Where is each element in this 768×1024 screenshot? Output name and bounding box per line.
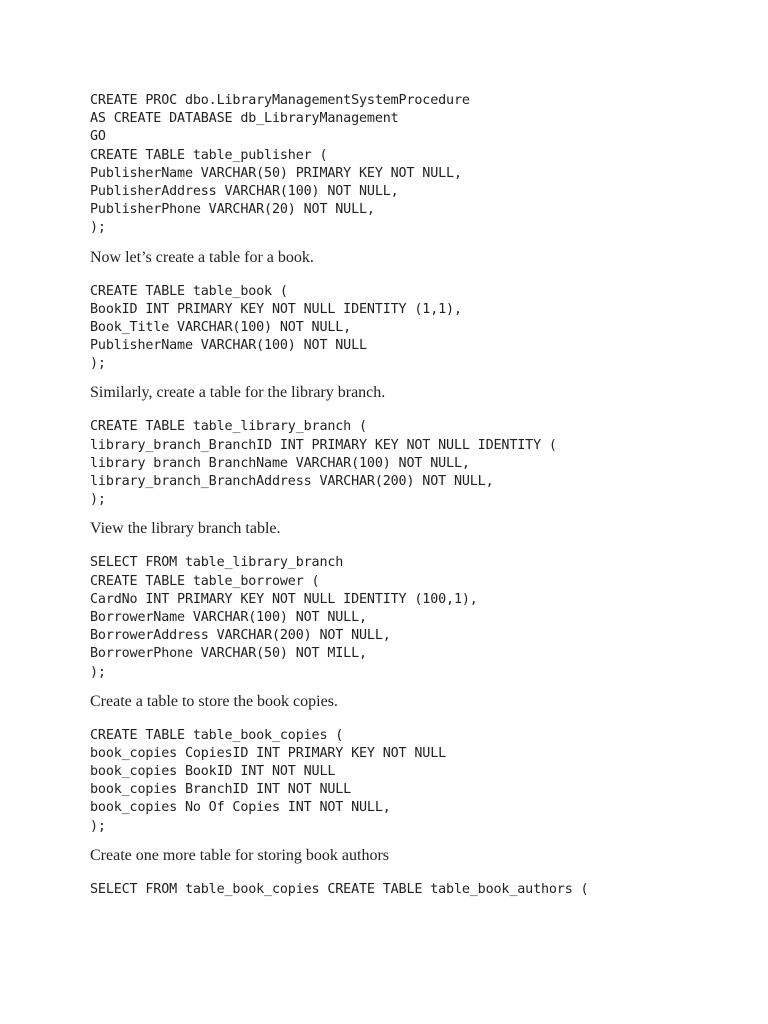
code-line: library_branch_BranchAddress VARCHAR(200) NOT NULL, (90, 474, 494, 489)
code-line: CardNo INT PRIMARY KEY NOT NULL IDENTITY (100,1), (90, 591, 478, 607)
code-line: AS CREATE DATABASE db_LibraryManagement (90, 111, 399, 127)
code-line: SELECT FROM table_library_branch (90, 555, 344, 571)
code-line: CREATE TABLE table_library_branch ( (90, 419, 367, 435)
paragraph-book-authors-intro: Create one more table for storing book authors (90, 846, 390, 864)
code-line: library branch BranchName VARCHAR(100) NOT NULL, (90, 455, 470, 471)
code-line: CREATE TABLE table_book_copies ( (90, 727, 344, 743)
code-line: PublisherName VARCHAR(100) NOT NULL (90, 338, 367, 354)
code-line: BorrowerPhone VARCHAR(50) NOT MILL, (90, 646, 367, 662)
code-line: ); (90, 356, 106, 372)
code-line: ); (90, 664, 106, 680)
code-line: ); (90, 492, 106, 508)
code-line: BorrowerName VARCHAR(100) NOT NULL, (90, 609, 367, 625)
code-line: CREATE TABLE table_borrower ( (90, 573, 320, 589)
code-block-create-library-branch (90, 418, 750, 509)
code-line: PublisherAddress VARCHAR(100) NOT NULL, (90, 183, 399, 199)
code-line: Book_Title VARCHAR(100) NOT NULL, (90, 319, 352, 335)
paragraph-book-table-intro: Now let’s create a table for a book. (90, 248, 314, 266)
paragraph-branch-table-intro: Similarly, create a table for the library branch. (90, 384, 386, 402)
code-line: GO (90, 129, 106, 145)
code-block-create-book-copies (90, 727, 750, 836)
code-line: book_copies BookID INT NOT NULL (90, 764, 336, 780)
code-line: CREATE TABLE table_book ( (90, 283, 288, 299)
code-line: PublisherName VARCHAR(50) PRIMARY KEY NOT NULL, (90, 165, 462, 181)
code-line: ); (90, 220, 106, 236)
document-content (90, 92, 750, 899)
code-block-create-book (90, 283, 750, 374)
paragraph-book-copies-intro: Create a table to store the book copies. (90, 692, 338, 710)
code-line: PublisherPhone VARCHAR(20) NOT NULL, (90, 202, 375, 218)
code-line: BorrowerAddress VARCHAR(200) NOT NULL, (90, 628, 391, 644)
code-line: SELECT FROM table_book_copies CREATE TABLE table_book_authors ( (90, 881, 589, 897)
code-line: ); (90, 818, 106, 834)
code-block-create-borrower (90, 554, 750, 681)
paragraph-view-branch-table: View the library branch table. (90, 520, 281, 538)
code-line: BookID INT PRIMARY KEY NOT NULL IDENTITY (1,1), (90, 301, 462, 317)
code-line: CREATE PROC dbo.LibraryManagementSystemProcedure (90, 93, 470, 108)
code-line: CREATE TABLE table_publisher ( (90, 147, 328, 163)
code-block-create-book-authors (90, 881, 750, 899)
code-line: book_copies BranchID INT NOT NULL (90, 782, 352, 798)
code-line: book_copies CopiesID INT PRIMARY KEY NOT NULL (90, 745, 447, 761)
code-block-create-publisher (90, 92, 750, 238)
code-line: library_branch_BranchID INT PRIMARY KEY NOT NULL IDENTITY ( (90, 437, 557, 453)
code-line: book_copies No Of Copies INT NOT NULL, (90, 800, 391, 816)
